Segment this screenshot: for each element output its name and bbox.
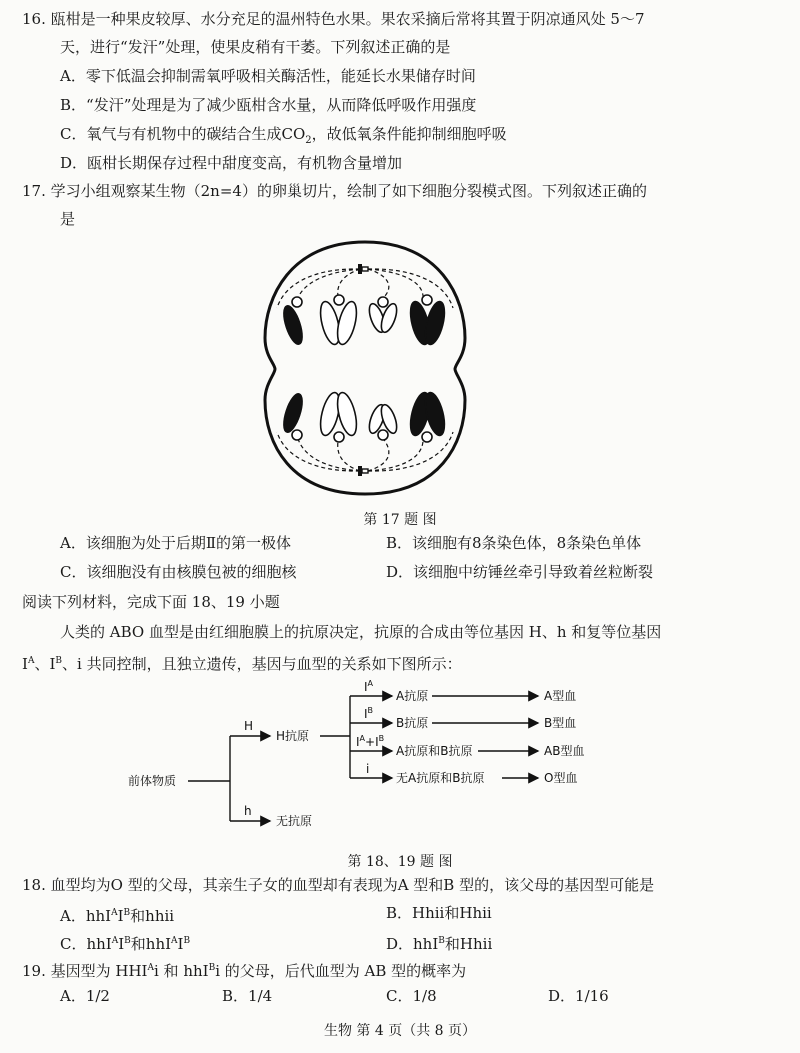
q18-19-figure-caption: 第 18、19 题 图 <box>347 854 453 870</box>
q19-stem: 19. 基因型为 $HHI^Ai$ 和 hhI$^B$i 的父母，后代血型为 AB 型的概率为 <box>22 962 467 980</box>
q16-option-a: A．零下低温会抑制需氧呼吸相关酶活性，能延长水果储存时间 <box>60 67 476 85</box>
q17-stem-line1: 17. 学习小组观察某生物（2n=4）的卵巢切片，绘制了如下细胞分裂模式图。下列叙述正确的 <box>22 182 647 200</box>
gene-IA-label: $I^A$ <box>364 679 374 694</box>
q16-stem-line1: 16. 瓯柑是一种果皮较厚、水分充足的温州特色水果。果农采摘后常将其置于阴凉通风处 5～7 <box>22 10 645 28</box>
q16-option-d: D．瓯柑长期保存过程中甜度变高，有机物含量增加 <box>60 154 403 172</box>
gene-IAIB-label: $I^A+I^B$ <box>356 734 385 749</box>
abo-pathway-diagram <box>120 678 630 838</box>
q17-stem-line2: 是 <box>60 210 76 228</box>
B-type-label: B型血 <box>544 716 577 730</box>
material-paragraph-line2: $I^A$、$I^B$、i 共同控制，且独立遗传，基因与血型的关系如下图所示： <box>22 655 462 673</box>
q17-option-d: D．该细胞中纺锤丝牵引导致着丝粒断裂 <box>386 563 654 581</box>
A-antigen-label: A抗原 <box>396 689 429 703</box>
q18-option-c: C．$hhI^AI^B$和$hhI^AI^B$ <box>60 935 191 953</box>
q18-option-a: A．$hhI^AI^B$和hhii <box>60 907 175 925</box>
H-antigen-label: H抗原 <box>276 729 310 743</box>
q16-option-b: B．“发汗”处理是为了减少瓯柑含水量，从而降低呼吸作用强度 <box>60 96 477 114</box>
q16-option-c: C．氧气与有机物中的碳结合生成$CO_2$，故低氧条件能抑制细胞呼吸 <box>60 125 507 146</box>
q19-option-d: D．1/16 <box>548 987 609 1005</box>
no-antigen-label: 无抗原 <box>276 814 313 828</box>
q19-option-c: C．1/8 <box>386 987 437 1005</box>
material-paragraph-line1: 人类的 ABO 血型是由红细胞膜上的抗原决定，抗原的合成由等位基因 H、h 和复等位基因 <box>60 623 662 641</box>
material-intro: 阅读下列材料，完成下面 18、19 小题 <box>22 593 280 611</box>
q18-option-b: B．Hhii和Hhii <box>386 904 492 922</box>
precursor-label: 前体物质 <box>128 774 177 788</box>
q18-option-d: D．hhI$^B$和Hhii <box>386 935 493 953</box>
q18-stem: 18. 血型均为O 型的父母，其亲生子女的血型却有表现为A 型和B 型的，该父母的基因型可能是 <box>22 876 655 894</box>
cell-division-figure <box>255 238 475 500</box>
gene-h-label: h <box>244 804 252 818</box>
q19-option-a: A．1/2 <box>60 987 110 1005</box>
A-type-label: A型血 <box>544 689 577 703</box>
O-type-label: O型血 <box>544 771 578 785</box>
q17-option-a: A．该细胞为处于后期Ⅱ的第一极体 <box>60 534 292 552</box>
q17-option-c: C．该细胞没有由核膜包被的细胞核 <box>60 563 297 581</box>
gene-i-label: i <box>366 762 370 776</box>
gene-H-label: H <box>244 719 254 733</box>
no-AB-antigen-label: 无A抗原和B抗原 <box>396 771 485 785</box>
q16-stem-line2: 天，进行“发汗”处理，使果皮稍有干萎。下列叙述正确的是 <box>60 38 451 56</box>
q17-figure-caption: 第 17 题 图 <box>363 512 437 528</box>
B-antigen-label: B抗原 <box>396 716 429 730</box>
q17-option-b: B．该细胞有8条染色体，8条染色单体 <box>386 534 642 552</box>
page-footer: 生物 第 4 页（共 8 页） <box>323 1023 477 1039</box>
AB-antigen-label: A抗原和B抗原 <box>396 744 473 758</box>
gene-IB-label: $I^B$ <box>364 706 374 721</box>
q19-option-b: B．1/4 <box>222 987 273 1005</box>
AB-type-label: AB型血 <box>544 744 585 758</box>
